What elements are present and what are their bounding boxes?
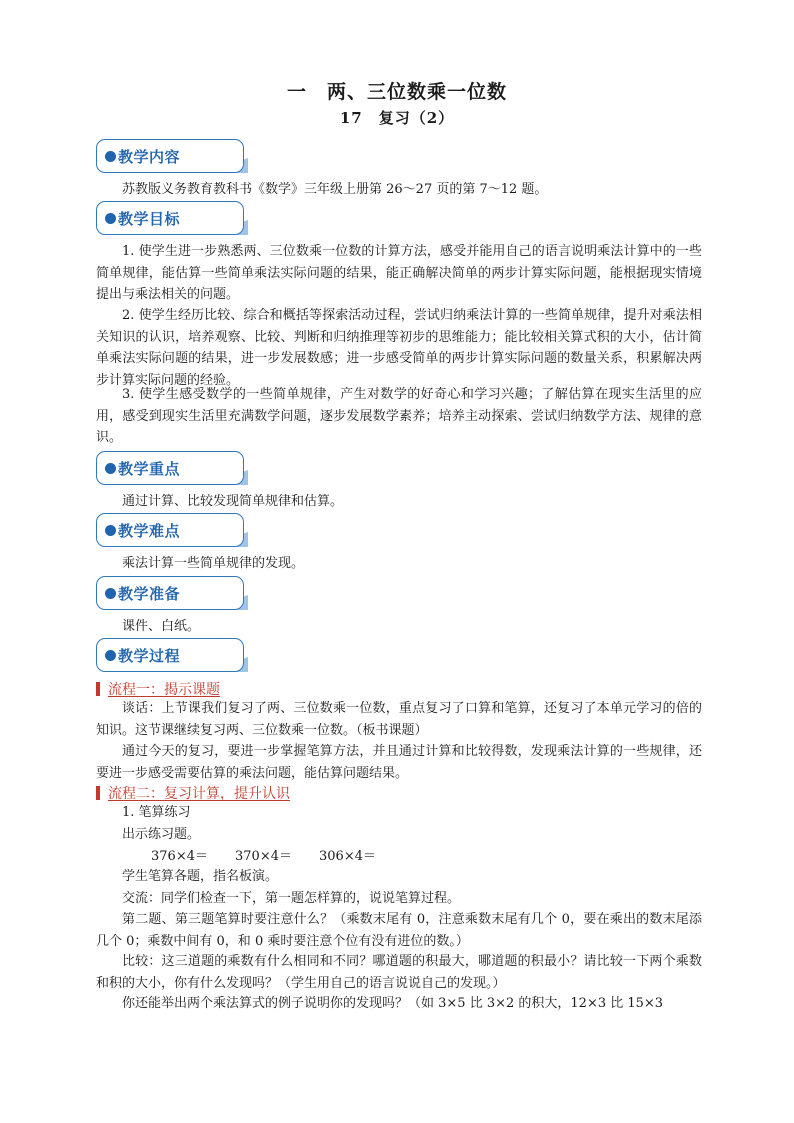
step-written-calculation: 1. 笔算练习 [122, 805, 191, 820]
preparation-text: 课件、白纸。 [122, 619, 201, 634]
equation-3: 306×4＝ [319, 849, 376, 864]
section-header-content [96, 139, 256, 175]
section-heading: 教学目标 [118, 210, 181, 228]
bullet-dot-icon [105, 463, 116, 474]
difficulties-text: 乘法计算一些简单规律的发现。 [122, 556, 305, 571]
lesson-subtitle: 17 复习（2） [339, 109, 455, 127]
section-header-process [96, 638, 256, 674]
bullet-dot-icon [105, 650, 116, 661]
unit-title: 一 两、三位数乘一位数 [286, 81, 507, 103]
goal-item-1: 1. 使学生进一步熟悉两、三位数乘一位数的计算方法，感受并能用自己的语言说明乘法计算中的一些简单规律，能估算一些简单乘法实际问题的结果，能正确解决简单的两步计算实际问题，能根据现实情境提出与乘法相关的问题。 [96, 244, 702, 302]
flow-two-heading [96, 783, 290, 803]
equation-2: 370×4＝ [235, 849, 292, 864]
section-heading: 教学准备 [118, 585, 181, 603]
show-exercises-text: 出示练习题。 [122, 827, 201, 842]
section-header-difficulties [96, 513, 256, 549]
flow-one-heading [96, 679, 220, 699]
flow-two-paragraph-4: 比较：这三道题的乘数有什么相同和不同？哪道题的积最大，哪道题的积最小？请比较一下两个乘数和积的大小，你有什么发现吗？（学生用自己的语言说说自己的发现。） [96, 954, 702, 991]
section-header-goals [96, 201, 256, 237]
flow-two-paragraph-2: 交流：同学们检查一下，第一题怎样算的，说说笔算过程。 [122, 891, 461, 906]
content-text: 苏教版义务教育教科书《数学》三年级上册第 26～27 页的第 7～12 题。 [122, 182, 548, 197]
key-points-text: 通过计算、比较发现简单规律和估算。 [122, 494, 344, 509]
flow-two-title: 流程二：复习计算，提升认识 [108, 786, 290, 802]
flow-two-paragraph-1: 学生笔算各题，指名板演。 [122, 869, 279, 884]
goal-item-2: 2. 使学生经历比较、综合和概括等探索活动过程，尝试归纳乘法计算的一些简单规律，提升对乘法相关知识的认识，培养观察、比较、判断和归纳推理等初步的思维能力；能比较相关算式积的大小，估计简单乘法实际问题的结果，进一步发展数感；进一步感受简单的两步计算实际问题的数量关系，积累解决两步计算实际问题的经验。 [96, 308, 702, 388]
section-header-preparation [96, 576, 256, 612]
bullet-dot-icon [105, 151, 116, 162]
flow-two-paragraph-5: 你还能举出两个乘法算式的例子说明你的发现吗？（如 3×5 比 3×2 的积大，12×3 比 15×3 [122, 996, 664, 1011]
bullet-dot-icon [105, 588, 116, 599]
bullet-dot-icon [105, 525, 116, 536]
flow-marker-bar [96, 786, 100, 800]
equation-1: 376×4＝ [151, 849, 208, 864]
flow-one-paragraph-1: 谈话：上节课我们复习了两、三位数乘一位数，重点复习了口算和笔算，还复习了本单元学习的倍的知识。这节课继续复习两、三位数乘一位数。（板书课题） [96, 701, 702, 738]
goal-item-3: 3. 使学生感受数学的一些简单规律，产生对数学的好奇心和学习兴趣；了解估算在现实生活里的应用，感受到现实生活里充满数学问题，逐步发展数学素养；培养主动探索、尝试归纳数学方法、规律的意识。 [96, 387, 702, 445]
section-heading: 教学过程 [118, 647, 181, 665]
section-heading: 教学内容 [118, 148, 181, 166]
bullet-dot-icon [105, 213, 116, 224]
section-heading: 教学难点 [118, 522, 181, 540]
flow-one-paragraph-2: 通过今天的复习，要进一步掌握笔算方法，并且通过计算和比较得数，发现乘法计算的一些规律，还要进一步感受需要估算的乘法问题，能估算问题结果。 [96, 744, 702, 781]
flow-marker-bar [96, 682, 100, 696]
flow-one-title: 流程一：揭示课题 [108, 682, 220, 698]
section-heading: 教学重点 [118, 460, 181, 478]
flow-two-paragraph-3: 第二题、第三题笔算时要注意什么？（乘数末尾有 0，注意乘数末尾有几个 0，要在乘出的数末尾添几个 0；乘数中间有 0，和 0 乘时要注意个位有没有进位的数。） [96, 912, 702, 949]
section-header-key-points [96, 451, 256, 487]
